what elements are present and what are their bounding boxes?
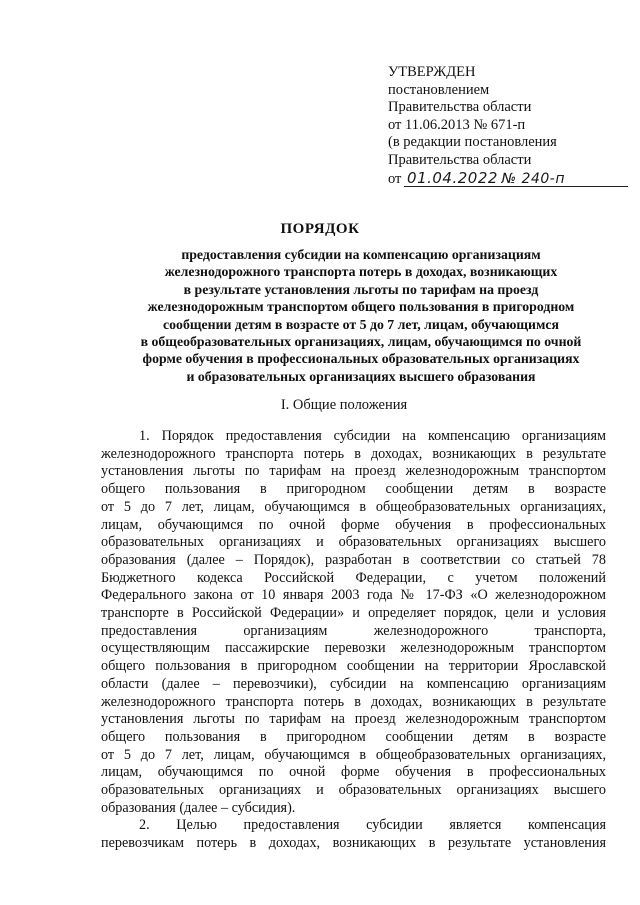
paragraph-line: образовательных организациях и образовательных организациях высшего <box>101 534 606 551</box>
subtitle-line: предоставления субсидии на компенсацию организациям <box>181 247 541 262</box>
subtitle-line: и образовательных организациях высшего образования <box>186 368 536 384</box>
subtitle-line: форме обучения в профессиональных образовательных организациях <box>142 351 580 367</box>
approval-prefix: от <box>388 170 402 187</box>
subtitle-line: сообщении детям в возрасте от 5 до 7 лет, лицам, обучающимся <box>163 316 559 332</box>
paragraph-line: 1. Порядок предоставления субсидии на компенсацию организациям <box>139 428 606 444</box>
subtitle-line: в общеобразовательных организациях, лицам, обучающимся по очной <box>140 334 582 350</box>
paragraph-line: лицам, обучающимся по очной форме обучения в профессиональных <box>101 516 606 533</box>
paragraph-line: образовательных организациях и образовательных организациях высшего <box>101 782 606 799</box>
approval-line: (в редакции постановления <box>388 134 557 151</box>
subtitle-line: железнодорожного транспорта потерь в доходах, возникающих <box>164 264 558 280</box>
paragraph-line: 2. Целью предоставления субсидии является компенсация <box>139 817 606 834</box>
paragraph-line: Бюджетного кодекса Российской Федерации, с учетом положений <box>101 569 606 586</box>
subtitle-line: железнодорожным транспортом общего пользования в пригородном <box>147 299 575 315</box>
paragraph-line: образования (далее – Порядок), разработан в соответствии со статьей 78 <box>101 551 606 568</box>
approval-line: Правительства области <box>388 99 532 116</box>
paragraph-line: от 5 до 7 лет, лицам, обучающимся в общеобразовательных организациях, <box>101 498 606 515</box>
handwritten-number: № 240-п <box>501 170 565 187</box>
body-text <box>101 428 606 853</box>
approval-signed-line <box>388 170 628 189</box>
document-title: ПОРЯДОК <box>280 221 360 237</box>
handwritten-date: 01.04.2022 <box>407 168 498 187</box>
approval-line: постановлением <box>388 81 490 98</box>
paragraph-line: лицам, обучающимся по очной форме обучения в профессиональных <box>101 764 606 781</box>
paragraph-line: образования (далее – субсидия). <box>101 799 296 816</box>
section-heading: I. Общие положения <box>280 397 408 413</box>
paragraph-line: общего пользования в пригородном сообщении детям в возрасте <box>101 481 606 498</box>
paragraph-line: предоставления организациям железнодорожного транспорта, <box>101 622 606 639</box>
paragraph-line: железнодорожного транспорта потерь в доходах, возникающих в результате <box>101 693 606 710</box>
approval-block <box>388 64 628 188</box>
paragraph-line: общего пользования в пригородном сообщении на территории Ярославской <box>101 658 606 675</box>
paragraph-line: от 5 до 7 лет, лицам, обучающимся в общеобразовательных организациях, <box>101 746 606 763</box>
approval-line: Правительства области <box>388 151 532 168</box>
paragraph-line: железнодорожного транспорта потерь в доходах, возникающих в результате <box>101 445 606 462</box>
paragraph-line: установления льготы по тарифам на проезд железнодорожным транспортом <box>101 711 606 728</box>
paragraph-line: осуществляющим пассажирские перевозки железнодорожным транспортом <box>101 640 606 657</box>
signature-underline <box>404 186 628 187</box>
paragraph-line: области (далее – перевозчики), субсидии на компенсацию организациям <box>101 675 606 692</box>
subtitle-line: в результате установления льготы по тарифам на проезд <box>183 281 539 297</box>
paragraph-line: общего пользования в пригородном сообщении детям в возрасте <box>101 728 606 745</box>
paragraph-line: транспорте в Российской Федерации» и определяет порядок, цели и условия <box>101 605 606 622</box>
paragraph-line: Федерального закона от 10 января 2003 года № 17-ФЗ «О железнодорожном <box>101 587 606 604</box>
approval-line: УТВЕРЖДЕН <box>388 64 476 80</box>
document-subtitle <box>96 246 626 385</box>
paragraph-line: перевозчикам потерь в доходах, возникающих в результате установления <box>101 835 606 852</box>
approval-line: от 11.06.2013 № 671-п <box>388 116 526 133</box>
paragraph-line: установления льготы по тарифам на проезд железнодорожным транспортом <box>101 463 606 480</box>
